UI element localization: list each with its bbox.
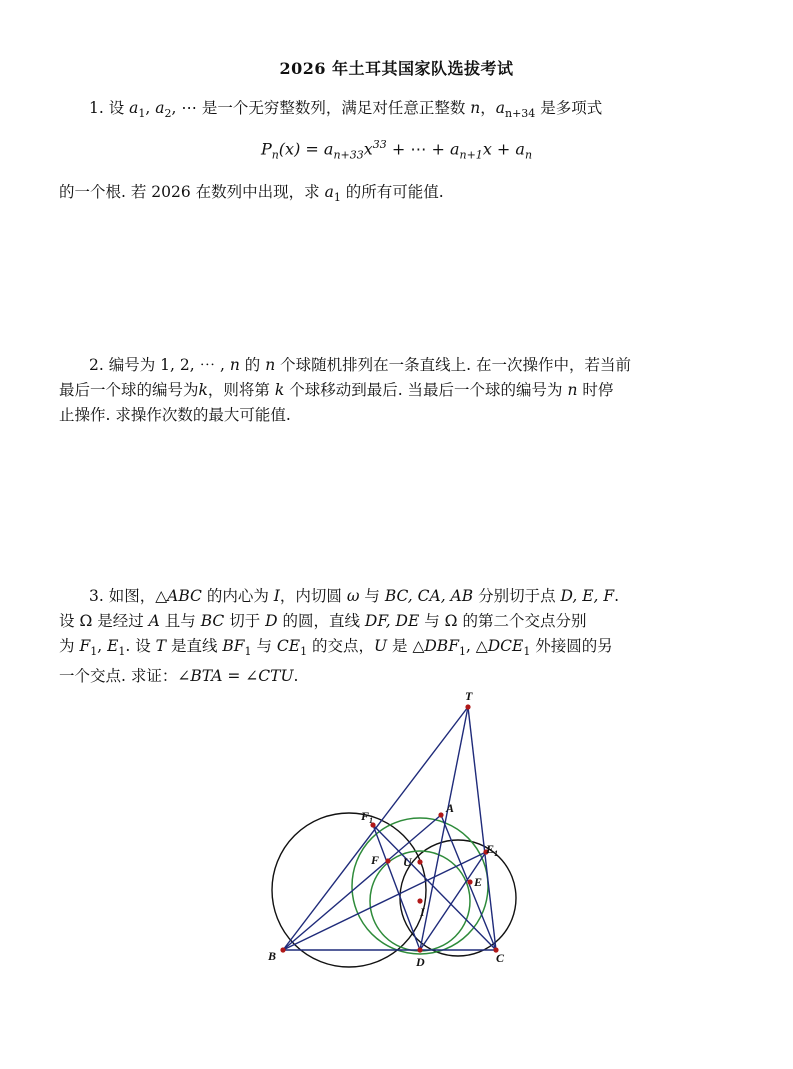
label-E1: $E_1$ [486,842,499,858]
label-T: T [465,689,473,703]
point-T [465,704,470,709]
point-D [417,947,422,952]
line-BA [283,815,441,950]
label-C: C [496,951,505,965]
problem-1-formula: $P_n(x) = a_{n+33}x^{33}$ + ⋯ + $a_{n+1}x + a_n$ [260,138,533,162]
point-B [280,947,285,952]
point-E [467,879,472,884]
label-D: D [416,955,425,969]
problem-2-statement: 2. 编号为 1, 2, ⋯ , n 的 n 个球随机排列在一条直线上. 在一次操作中，若当前 最后一个球的编号为k，则将第 k 个球移动到最后. 当最后一个球的编号为 n 时停 止操作. 求操作次数的最大可能值. [59,356,631,424]
label-F1: $F_1$ [361,809,374,825]
point-U [417,859,422,864]
page-title: 2026 年土耳其国家队选拔考试 [279,59,514,78]
problem-1-continuation: 的一个根. 若 2026 在数列中出现，求 $a_1$ 的所有可能值. [59,183,444,205]
point-A [438,812,443,817]
point-F [385,858,390,863]
label-U: U [403,855,412,869]
problem-3-statement: 3. 如图，△ABC 的内心为 I，内切圆 ω 与 BC, CA, AB 分别切于点 D, E, F. 设 Ω 是经过 A 且与 BC 切于 D 的圆，直线 DF, DE 与 Ω 的第二个交点分别 为 $F_1$, $E_1$. 设 T 是直线 $BF_1$ 与 $CE_1$ 的交点，U 是 $\triangle DBF_1$, $\triangle DCE_1$ 外接圆的另 一个交点. 求证：∠BTA = ∠CTU. [59,587,620,686]
label-A: A [446,801,455,815]
label-I: I [420,905,425,919]
label-B: B [268,949,277,963]
problem-1-statement: 1. 设 $a_1$, $a_2$, ⋯ 是一个无穷整数列，满足对任意正整数 n，$a_{n+34}$ 是多项式 [89,99,603,121]
point-I [417,898,422,903]
label-E: E [474,875,483,889]
label-F: F [371,853,380,867]
